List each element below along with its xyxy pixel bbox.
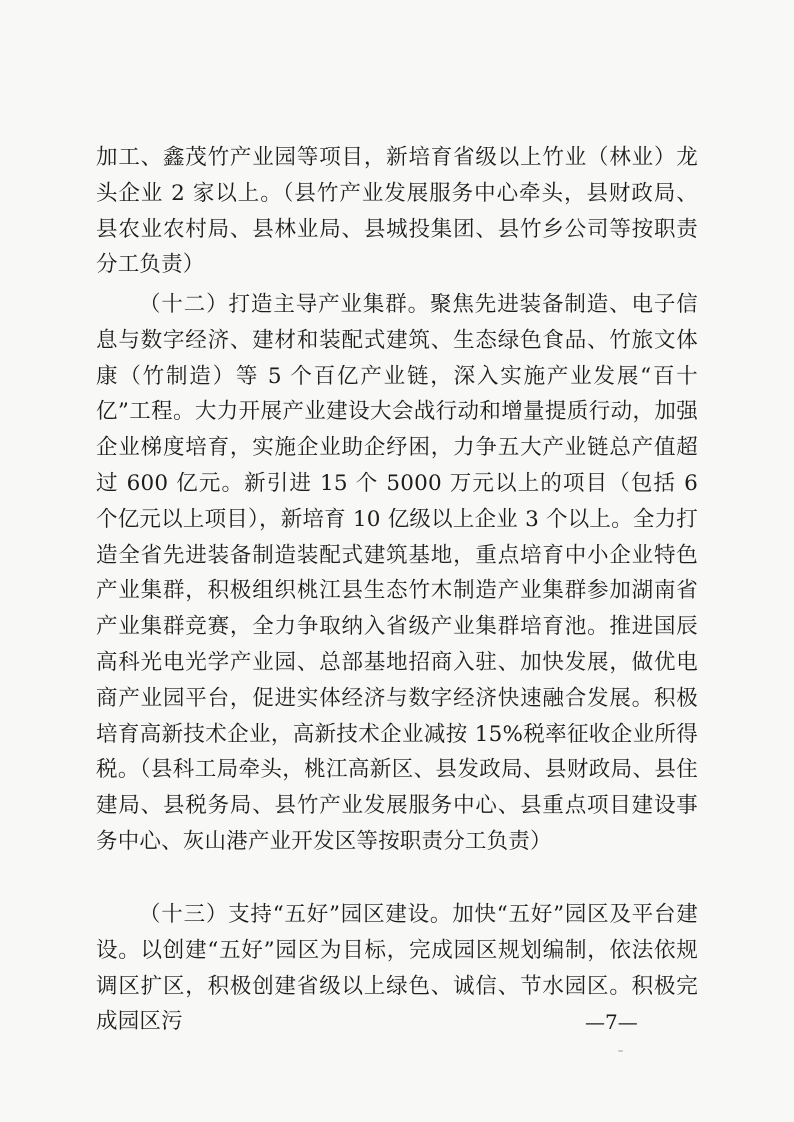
paragraph-section-12: （十二）打造主导产业集群。聚焦先进装备制造、电子信息与数字经济、建材和装配式建筑、生态绿色食品、竹旅文体康（竹制造）等 5 个百亿产业链，深入实施产业发展“百十亿”工程。大力开展产业建设大会战行动和增量提质行动，加强企业梯度培育，实施企业助企纾困，力争五大产业链总产值超过 600 亿元。新引进 15 个 5000 万元以上的项目（包括 6 个亿元以上项目），新培育 10 亿级以上企业 3 个以上。全力打造全省先进装备制造装配式建筑基地，重点培育中小企业特色产业集群，积极组织桃江县生态竹木制造产业集群参加湖南省产业集群竞赛，全力争取纳入省级产业集群培育池。推进国辰高科光电光学产业园、总部基地招商入驻、加快发展，做优电商产业园平台，促进实体经济与数字经济快速融合发展。积极培育高新技术企业，高新技术企业减按 15%税率征收企业所得税。（县科工局牵头，桃江高新区、县发政局、县财政局、县住建局、县税务局、县竹产业发展服务中心、县重点项目建设事务中心、灰山港产业开发区等按职责分工负责） [96,292,698,854]
paragraph-section-13: （十三）支持“五好”园区建设。加快“五好”园区及平台建设。以创建“五好”园区为目标，完成园区规划编制，依法依规调区扩区，积极创建省级以上绿色、诚信、节水园区。积极完成园区污 [96,902,698,1035]
scan-speck [618,1050,623,1052]
text-block [96,140,698,283]
text-block [96,287,698,860]
paragraph-continuation: 加工、鑫茂竹产业园等项目，新培育省级以上竹业（林业）龙头企业 2 家以上。（县竹产业发展服务中心牵头，县财政局、县农业农村局、县林业局、县城投集团、县竹乡公司等按职责分工负责） [96,145,698,278]
page-number: —7— [585,1010,638,1034]
